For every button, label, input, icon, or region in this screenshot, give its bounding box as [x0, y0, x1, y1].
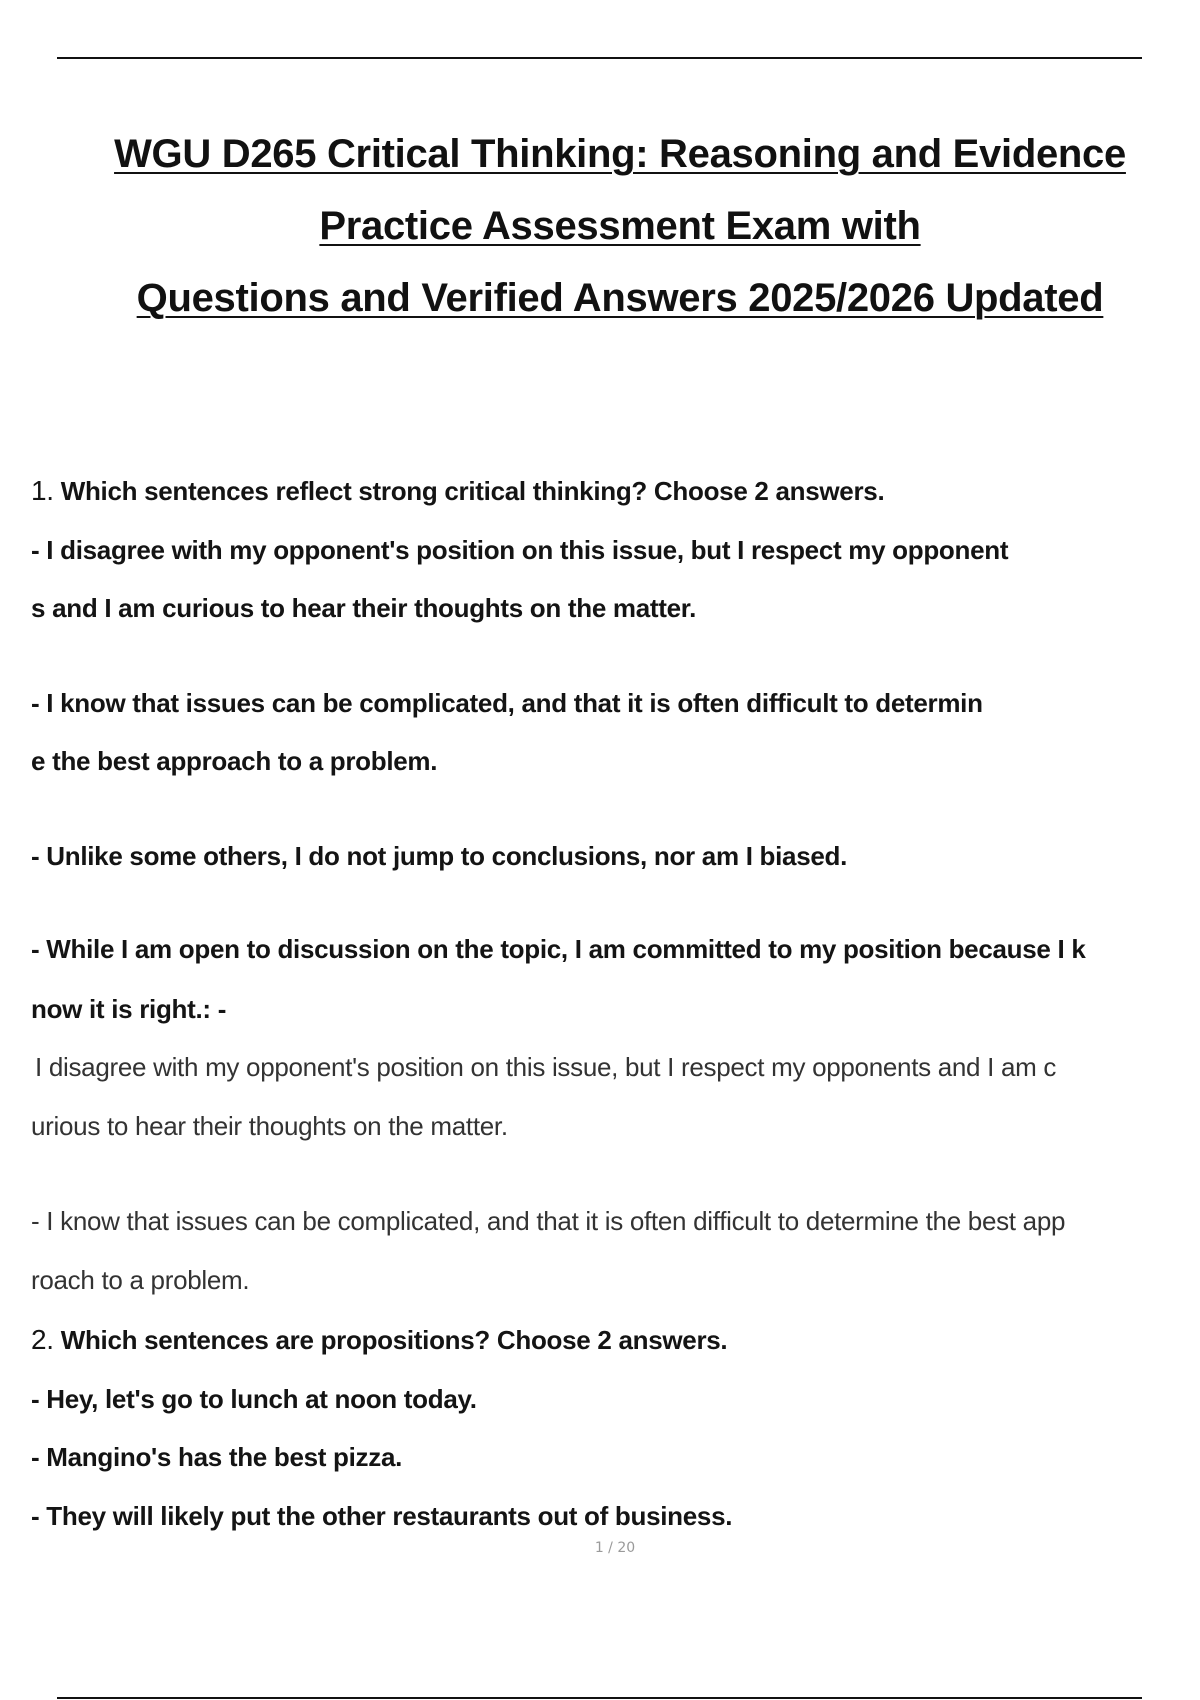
option-line: - Unlike some others, I do not jump to conclusions, nor am I biased. [31, 841, 848, 871]
document-title [0, 118, 1200, 334]
answer-line: urious to hear their thoughts on the matter. [31, 1111, 508, 1141]
question-number: 1. [31, 475, 54, 506]
option-line: - They will likely put the other restaurants out of business. [31, 1501, 733, 1531]
option-line: now it is right.: - [31, 994, 227, 1024]
question-text: Which sentences reflect strong critical thinking? Choose 2 answers. [60, 476, 885, 506]
option-line: - Hey, let's go to lunch at noon today. [31, 1384, 477, 1414]
answer-line: - I know that issues can be complicated, and that it is often difficult to determine the best app [31, 1206, 1066, 1236]
question-1-prompt [31, 474, 884, 508]
option-line: s and I am curious to hear their thoughts on the matter. [31, 593, 697, 623]
title-line-3: Questions and Verified Answers 2025/2026 Updated [136, 276, 1104, 320]
question-text: Which sentences are propositions? Choose 2 answers. [60, 1325, 728, 1355]
option-line: - While I am open to discussion on the topic, I am committed to my position because I k [31, 934, 1086, 964]
option-line: - Mangino's has the best pizza. [31, 1442, 403, 1472]
answer-line: I disagree with my opponent's position on this issue, but I respect my opponents and I am c [35, 1052, 1057, 1082]
title-line-1: WGU D265 Critical Thinking: Reasoning and Evidence [114, 132, 1126, 176]
option-line: e the best approach to a problem. [31, 746, 438, 776]
top-rule [57, 57, 1142, 59]
question-2-prompt [31, 1323, 727, 1357]
title-line-2: Practice Assessment Exam with [319, 204, 921, 248]
bottom-rule [57, 1697, 1142, 1699]
page-number: 1 / 20 [594, 1540, 636, 1556]
option-line: - I disagree with my opponent's position on this issue, but I respect my opponent [31, 535, 1009, 565]
answer-line: roach to a problem. [31, 1265, 250, 1295]
option-line: - I know that issues can be complicated, and that it is often difficult to determin [31, 688, 983, 718]
question-number: 2. [31, 1324, 54, 1355]
